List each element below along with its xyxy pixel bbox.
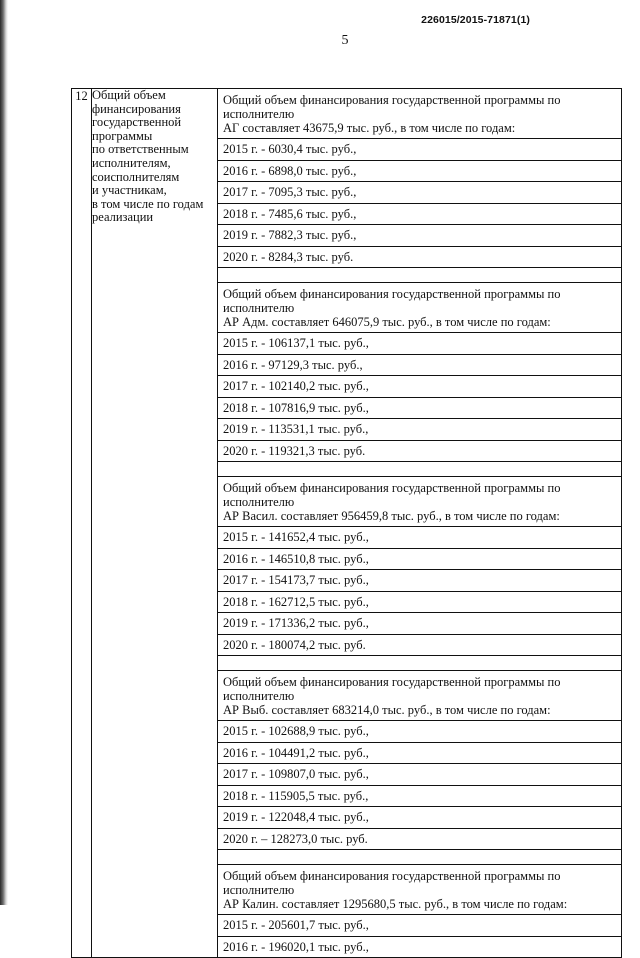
year-amount: 2019 г. - 122048,4 тыс. руб.,: [218, 807, 621, 829]
label-line: государственной: [92, 115, 182, 130]
year-amount: 2018 г. - 107816,9 тыс. руб.,: [218, 398, 621, 420]
label-line: программы: [92, 128, 153, 143]
group-spacer: [218, 656, 621, 671]
year-amount: 2015 г. - 106137,1 тыс. руб.,: [218, 333, 621, 355]
row-label: [92, 89, 218, 958]
label-line: Общий объем: [92, 88, 166, 102]
year-amount: 2016 г. - 196020,1 тыс. руб.,: [223, 939, 369, 954]
group-spacer: [218, 462, 621, 477]
year-amount: 2015 г. - 102688,9 тыс. руб.,: [218, 721, 621, 743]
year-amount: 2020 г. - 180074,2 тыс. руб.: [218, 635, 621, 657]
year-amount: 2019 г. - 113531,1 тыс. руб.,: [218, 419, 621, 441]
executor-description: Общий объем финансирования государственной программы по исполнителю АР Выб. составляет 683214,0 тыс. руб., в том числе по годам:: [218, 671, 621, 721]
executor-description: Общий объем финансирования государственной программы по исполнителю АР Калин. составляет 1295680,5 тыс. руб., в том числе по годам:: [218, 865, 621, 915]
label-line: в том числе по годам: [92, 196, 204, 211]
year-amount: 2019 г. - 7882,3 тыс. руб.,: [218, 225, 621, 247]
year-amount: 2018 г. - 115905,5 тыс. руб.,: [218, 786, 621, 808]
label-line: исполнителям,: [92, 155, 171, 170]
scan-edge-shadow: [0, 0, 8, 905]
executor-group: [218, 283, 621, 462]
year-amount: 2018 г. - 7485,6 тыс. руб.,: [218, 204, 621, 226]
executor-description: Общий объем финансирования государственной программы по исполнителю АГ составляет 43675,9 тыс. руб., в том числе по годам:: [218, 89, 621, 139]
year-amount: 2020 г. - 8284,3 тыс. руб.: [218, 247, 621, 269]
year-amount: 2017 г. - 109807,0 тыс. руб.,: [218, 764, 621, 786]
year-amount: 2015 г. - 141652,4 тыс. руб.,: [218, 527, 621, 549]
year-amount: 2017 г. - 7095,3 тыс. руб.,: [218, 182, 621, 204]
year-amount: 2016 г. - 104491,2 тыс. руб.,: [218, 743, 621, 765]
group-spacer: [218, 850, 621, 865]
funding-table: [71, 88, 622, 958]
year-amount: 2018 г. - 162712,5 тыс. руб.,: [218, 592, 621, 614]
page-number: 5: [341, 33, 349, 48]
executor-group: [218, 865, 621, 957]
year-amount: 2015 г. - 6030,4 тыс. руб.,: [218, 139, 621, 161]
year-amount: 2020 г. - 119321,3 тыс. руб.: [218, 441, 621, 463]
funding-content: [218, 89, 622, 958]
executor-description: Общий объем финансирования государственной программы по исполнителю АР Адм. составляет 646075,9 тыс. руб., в том числе по годам:: [218, 283, 621, 333]
label-line: по ответственным: [92, 142, 189, 157]
label-line: финансирования: [92, 101, 181, 116]
year-amount: 2020 г. – 128273,0 тыс. руб.: [218, 829, 621, 851]
document-id: 226015/2015-71871(1): [421, 14, 530, 26]
label-line: реализации: [92, 210, 154, 225]
executor-group: [218, 89, 621, 268]
row-number: 12: [72, 89, 92, 958]
executor-description: Общий объем финансирования государственной программы по исполнителю АР Васил. составляет 956459,8 тыс. руб., в том числе по годам:: [218, 477, 621, 527]
year-amount: 2016 г. - 146510,8 тыс. руб.,: [218, 549, 621, 571]
group-spacer: [218, 268, 621, 283]
year-amount: 2015 г. - 205601,7 тыс. руб.,: [218, 915, 621, 937]
year-amount: 2017 г. - 102140,2 тыс. руб.,: [218, 376, 621, 398]
executor-group: [218, 477, 621, 656]
label-line: и участникам,: [92, 183, 167, 198]
year-amount: 2019 г. - 171336,2 тыс. руб.,: [218, 613, 621, 635]
table-row: [72, 89, 622, 958]
year-amount: 2016 г. - 97129,3 тыс. руб.,: [218, 355, 621, 377]
label-line: соисполнителям: [92, 169, 180, 184]
year-amount: 2016 г. - 6898,0 тыс. руб.,: [218, 161, 621, 183]
executor-group: [218, 671, 621, 850]
year-amount: 2017 г. - 154173,7 тыс. руб.,: [218, 570, 621, 592]
